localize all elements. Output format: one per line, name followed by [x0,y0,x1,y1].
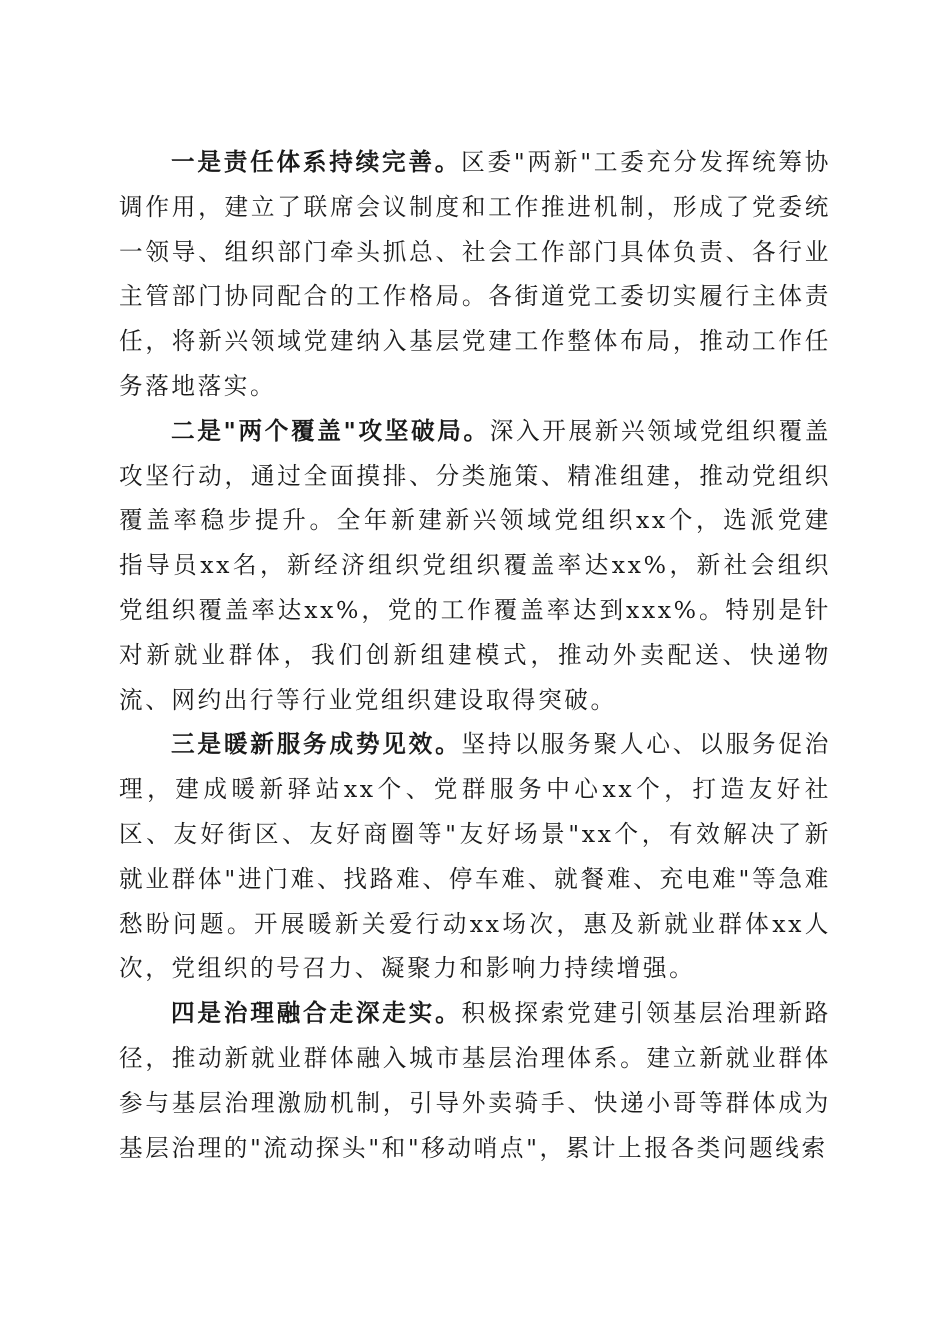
paragraph-text: 区委"两新"工委充分发挥统筹协调作用，建立了联席会议制度和工作推进机制，形成了党委统一领导、组织部门牵头抓总、社会工作部门具体负责、各行业主管部门协同配合的工作格局。各街道党工委切实履行主体责任，将新兴领域党建纳入基层党建工作整体布局，推动工作任务落地落实。 [119,148,832,400]
paragraph-text: 积极探索党建引领基层治理新路径，推动新就业群体融入城市基层治理体系。建立新就业群体参与基层治理激励机制，引导外卖骑手、快递小哥等群体成为基层治理的"流动探头"和"移动哨点"，累计上报各类问题线索 [119,999,831,1162]
paragraph-warm-services [119,722,831,991]
paragraph-two-coverages [119,409,831,723]
document-body [119,140,831,1170]
paragraph-responsibility-system [119,140,831,409]
paragraph-text: 深入开展新兴领域党组织覆盖攻坚行动，通过全面摸排、分类施策、精准组建，推动党组织覆盖率稳步提升。全年新建新兴领域党组织xx个，选派党建指导员xx名，新经济组织党组织覆盖率达xx%，新社会组织党组织覆盖率达xx%，党的工作覆盖率达到xxx%。特别是针对新就业群体，我们创新组建模式，推动外卖配送、快递物流、网约出行等行业党组织建设取得突破。 [119,416,831,714]
paragraph-lead: 四是治理融合走深走实。 [171,999,462,1028]
paragraph-governance-integration [119,991,831,1170]
paragraph-text: 坚持以服务聚人心、以服务促治理，建成暖新驿站xx个、党群服务中心xx个，打造友好社区、友好街区、友好商圈等"友好场景"xx个，有效解决了新就业群体"进门难、找路难、停车难、就餐难、充电难"等急难愁盼问题。开展暖新关爱行动xx场次，惠及新就业群体xx人次，党组织的号召力、凝聚力和影响力持续增强。 [119,730,831,983]
paragraph-lead: 二是"两个覆盖"攻坚破局。 [171,416,490,445]
paragraph-lead: 一是责任体系持续完善。 [171,148,462,176]
paragraph-lead: 三是暖新服务成势见效。 [171,730,462,759]
